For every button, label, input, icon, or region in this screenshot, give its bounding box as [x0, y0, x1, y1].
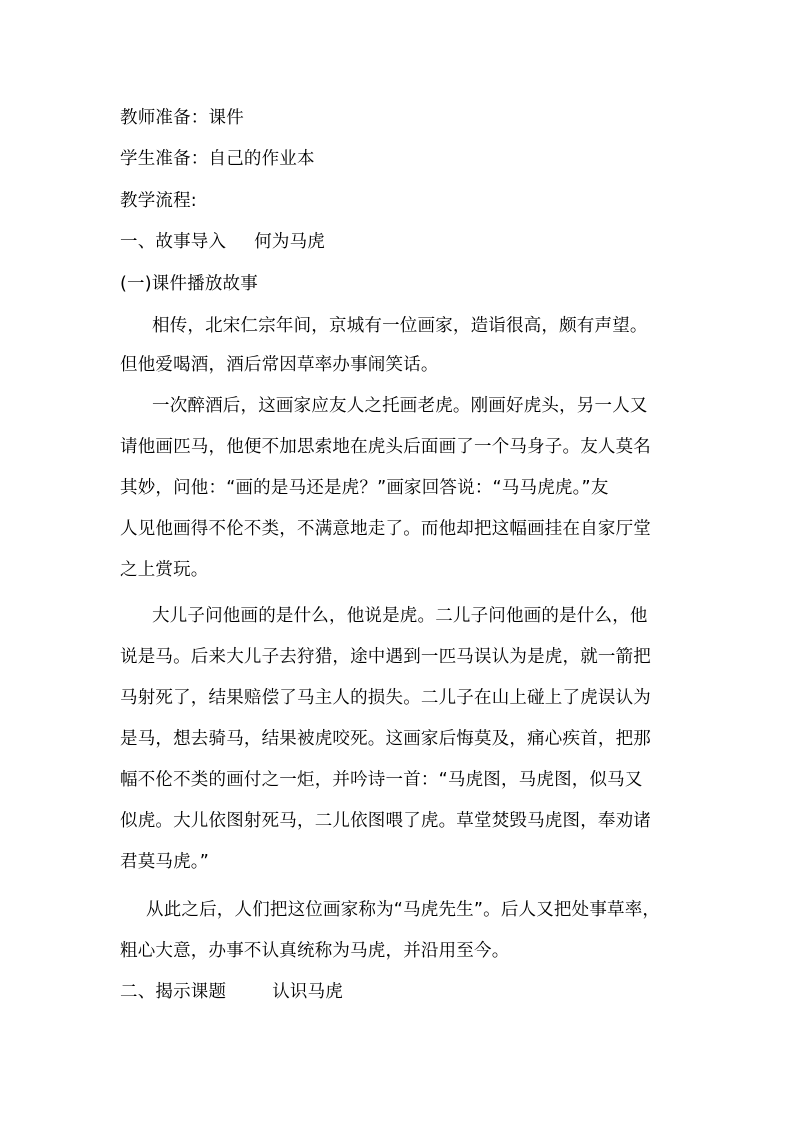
section2-title: 认识马虎 [272, 982, 344, 1002]
para2-line: 一次醉酒后，这画家应友人之托画老虎。刚画好虎头，另一人又 [152, 396, 648, 416]
section1-title: 何为马虎 [254, 232, 326, 252]
para3-line: 君莫马虎。” [120, 852, 210, 872]
section2-heading [120, 980, 343, 1004]
para3-line: 大儿子问他画的是什么，他说是虎。二儿子问他画的是什么，他 [152, 606, 648, 626]
flow-heading: 教学流程: [120, 191, 197, 211]
para3-line: 说是马。后来大儿子去狩猎，途中遇到一匹马误认为是虎，就一箭把 [120, 647, 651, 667]
para2-line: 其妙，问他：“画的是马还是虎？”画家回答说：“马马虎虎。”友 [120, 478, 609, 498]
sub1-heading: (一)课件播放故事 [120, 274, 258, 294]
section1-heading [120, 230, 325, 254]
para3-line: 马射死了，结果赔偿了马主人的损失。二儿子在山上碰上了虎误认为 [120, 688, 651, 708]
para1-line: 但他爱喝酒，酒后常因草率办事闹笑话。 [120, 355, 439, 375]
para3-line: 是马，想去骑马，结果被虎咬死。这画家后悔莫及，痛心疾首，把那 [120, 729, 651, 749]
para3-line: 似虎。大儿依图射死马，二儿依图喂了虎。草堂焚毁马虎图，奉劝诸 [120, 811, 651, 831]
section1-number: 一、故事导入 [120, 232, 227, 252]
para2-line: 之上赏玩。 [120, 560, 209, 580]
para2-line: 人见他画得不伦不类，不满意地走了。而他却把这幅画挂在自家厅堂 [120, 519, 651, 539]
student-prep-line: 学生准备：自己的作业本 [120, 149, 315, 169]
para4-line: 粗心大意，办事不认真统称为马虎，并沿用至今。 [120, 941, 510, 961]
teacher-prep-line: 教师准备：课件 [120, 108, 244, 128]
para4-line: 从此之后，人们把这位画家称为“马虎先生”。后人又把处事草率， [146, 900, 661, 920]
para2-line: 请他画匹马，他便不加思索地在虎头后面画了一个马身子。友人莫名 [120, 437, 651, 457]
para1-line: 相传，北宋仁宗年间，京城有一位画家，造诣很高，颇有声望。 [152, 316, 648, 336]
section2-number: 二、揭示课题 [120, 982, 227, 1002]
para3-line: 幅不伦不类的画付之一炬，并吟诗一首：“马虎图，马虎图，似马又 [120, 770, 643, 790]
